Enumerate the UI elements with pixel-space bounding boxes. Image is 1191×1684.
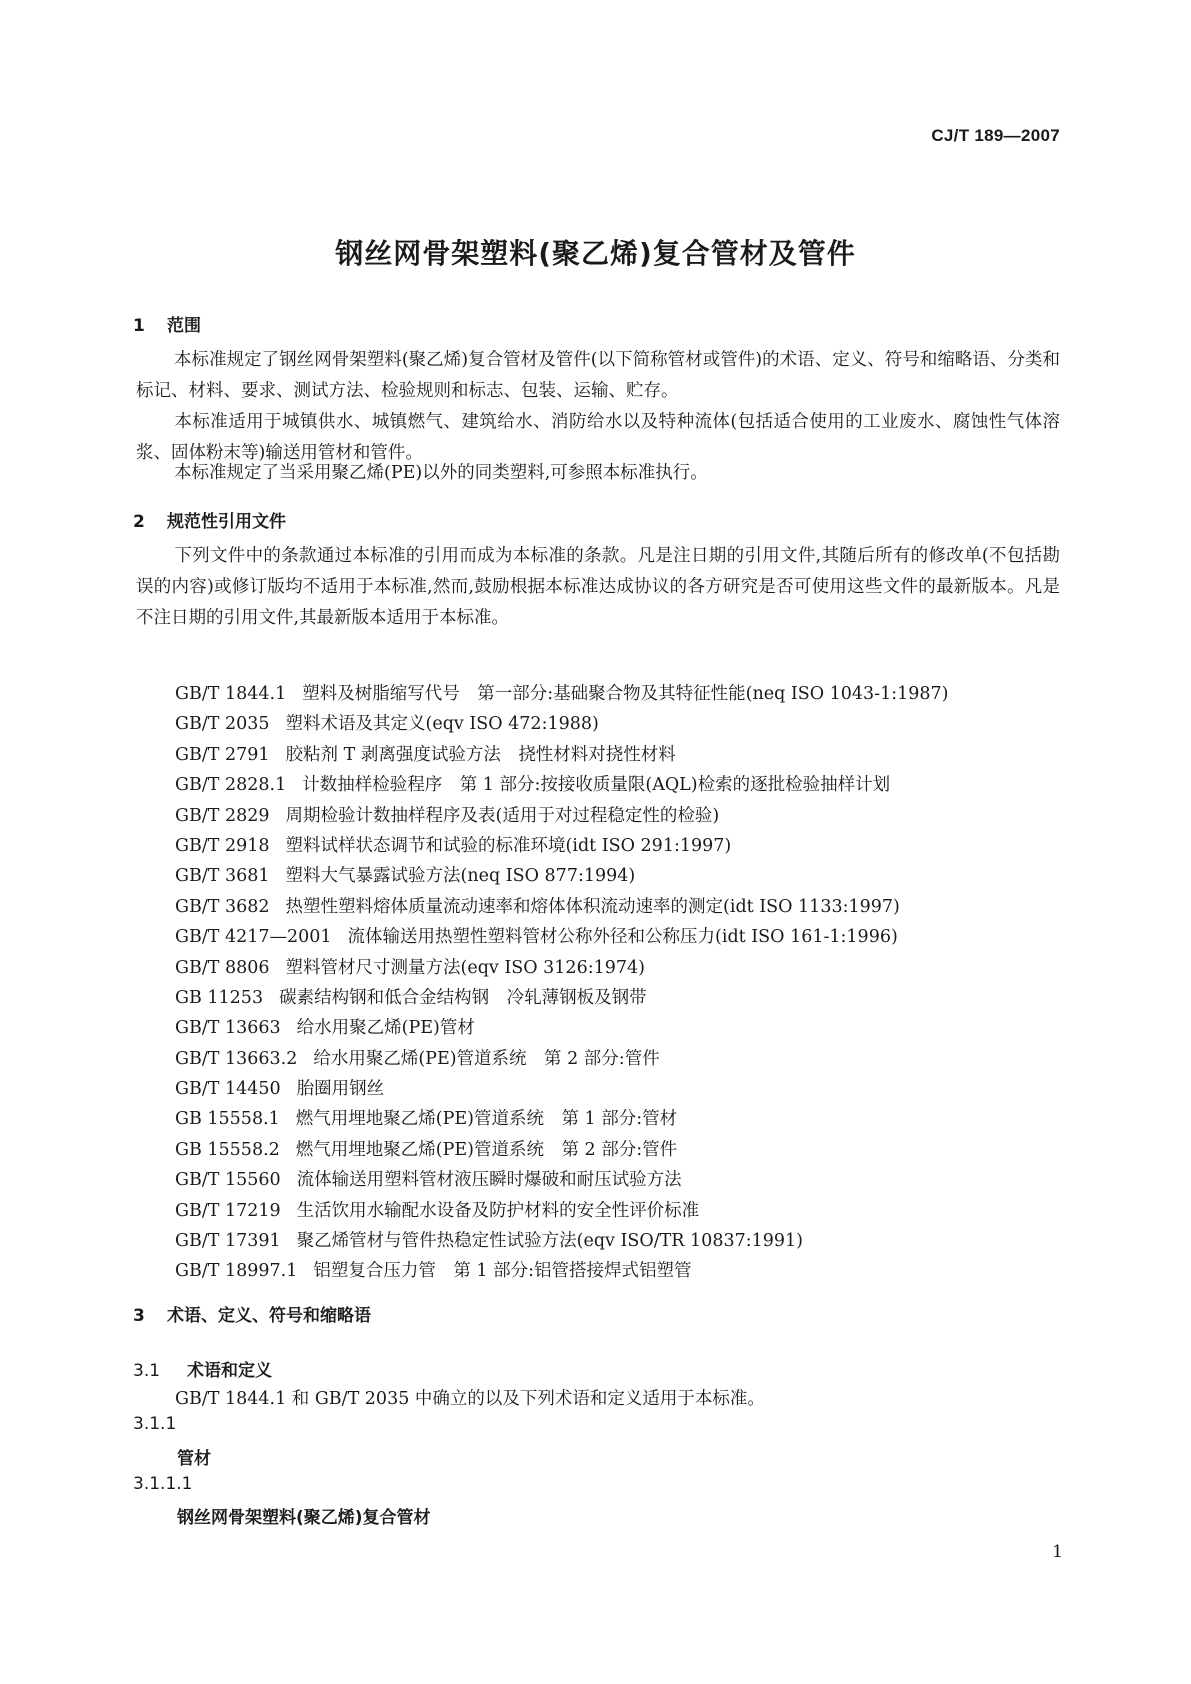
reference-code: GB/T 2918 xyxy=(175,835,270,856)
section-title: 规范性引用文件 xyxy=(167,512,286,532)
reference-item xyxy=(175,1044,1075,1074)
reference-code: GB/T 2035 xyxy=(175,714,270,735)
subsection-title: 术语和定义 xyxy=(187,1361,272,1381)
reference-code: GB/T 18997.1 xyxy=(175,1261,298,1282)
reference-item xyxy=(175,1256,1075,1286)
reference-code: GB/T 2828.1 xyxy=(175,775,287,796)
paragraph-text: 本标准规定了当采用聚乙烯(PE)以外的同类塑料,可参照本标准执行。 xyxy=(174,463,708,483)
reference-title: 燃气用埋地聚乙烯(PE)管道系统 第 1 部分:管材 xyxy=(295,1109,678,1130)
reference-title: 塑料大气暴露试验方法(neq ISO 877:1994) xyxy=(285,866,636,887)
section-number: 1 xyxy=(133,316,145,336)
reference-title: 生活饮用水输配水设备及防护材料的安全性评价标准 xyxy=(296,1200,700,1221)
section-1-heading xyxy=(133,311,201,336)
reference-item xyxy=(175,801,1075,831)
section-title: 术语、定义、符号和缩略语 xyxy=(167,1306,371,1326)
reference-code: GB/T 1844.1 xyxy=(175,684,287,704)
reference-item xyxy=(175,831,1075,861)
reference-item xyxy=(175,1196,1075,1226)
reference-title: 周期检验计数抽样程序及表(适用于对过程稳定性的检验) xyxy=(285,805,720,826)
reference-title: 碳素结构钢和低合金结构钢 冷轧薄钢板及钢带 xyxy=(279,987,647,1008)
reference-title: 铝塑复合压力管 第 1 部分:铝管搭接焊式铝塑管 xyxy=(313,1261,692,1282)
standard-code: CJ/T 189—2007 xyxy=(931,126,1060,145)
reference-code: GB/T 13663 xyxy=(175,1018,281,1039)
reference-title: 塑料管材尺寸测量方法(eqv ISO 3126:1974) xyxy=(285,957,645,978)
reference-item xyxy=(175,892,1075,922)
reference-item xyxy=(175,740,1075,770)
section-3-heading xyxy=(133,1301,371,1326)
page-number: 1 xyxy=(1052,1542,1063,1562)
paragraph-text: 下列文件中的条款通过本标准的引用而成为本标准的条款。凡是注日期的引用文件,其随后所有的修改单(不包括勘误的内容)或修订版均不适用于本标准,然而,鼓励根据本标准达成协议的各方研究是否可使用这些文件的最新版本。凡是不注日期的引用文件,其最新版本适用于本标准。 xyxy=(136,546,1060,628)
reference-item xyxy=(175,1013,1075,1043)
reference-code: GB 15558.2 xyxy=(175,1139,280,1160)
paragraph-text: 本标准适用于城镇供水、城镇燃气、建筑给水、消防给水以及特种流体(包括适合使用的工业废水、腐蚀性气体溶浆、固体粉末等)输送用管材和管件。 xyxy=(136,412,1060,463)
reference-item xyxy=(175,922,1075,952)
reference-code: GB/T 8806 xyxy=(175,957,270,978)
reference-item xyxy=(175,679,1075,709)
reference-list xyxy=(175,679,1075,1287)
section-number: 3 xyxy=(133,1306,145,1326)
section-2-heading xyxy=(133,507,286,532)
subsection-number: 3.1 xyxy=(133,1361,161,1381)
reference-item xyxy=(175,1135,1075,1165)
reference-item xyxy=(175,1226,1075,1256)
reference-code: GB/T 2829 xyxy=(175,805,270,826)
reference-title: 流体输送用热塑性塑料管材公称外径和公称压力(idt ISO 161-1:1996) xyxy=(347,927,898,948)
subsection-3-1-text: GB/T 1844.1 和 GB/T 2035 中确立的以及下列术语和定义适用于本标准。 xyxy=(175,1389,765,1409)
scope-paragraph-3 xyxy=(136,458,1060,489)
clause-3-1-1-1-number: 3.1.1.1 xyxy=(133,1474,193,1494)
normative-references-intro xyxy=(136,541,1060,634)
reference-title: 塑料术语及其定义(eqv ISO 472:1988) xyxy=(285,714,599,735)
reference-code: GB/T 3681 xyxy=(175,866,270,887)
reference-code: GB/T 17219 xyxy=(175,1200,281,1221)
reference-title: 流体输送用塑料管材液压瞬时爆破和耐压试验方法 xyxy=(296,1170,682,1191)
reference-title: 塑料及树脂缩写代号 第一部分:基础聚合物及其特征性能(neq ISO 1043-1:1987) xyxy=(302,684,949,704)
reference-code: GB 11253 xyxy=(175,987,264,1008)
reference-title: 计数抽样检验程序 第 1 部分:按接收质量限(AQL)检索的逐批检验抽样计划 xyxy=(302,775,891,796)
reference-item xyxy=(175,953,1075,983)
reference-title: 胶粘剂 T 剥离强度试验方法 挠性材料对挠性材料 xyxy=(285,744,676,765)
reference-title: 热塑性塑料熔体质量流动速率和熔体体积流动速率的测定(idt ISO 1133:1997) xyxy=(285,896,900,917)
reference-code: GB 15558.1 xyxy=(175,1109,280,1130)
reference-code: GB/T 17391 xyxy=(175,1231,281,1252)
reference-code: GB/T 15560 xyxy=(175,1170,281,1191)
reference-code: GB/T 14450 xyxy=(175,1079,281,1100)
section-number: 2 xyxy=(133,512,145,532)
subsection-3-1-heading xyxy=(133,1356,272,1381)
reference-title: 燃气用埋地聚乙烯(PE)管道系统 第 2 部分:管件 xyxy=(295,1139,678,1160)
paragraph-text: 本标准规定了钢丝网骨架塑料(聚乙烯)复合管材及管件(以下简称管材或管件)的术语、定义、符号和缩略语、分类和标记、材料、要求、测试方法、检验规则和标志、包装、运输、贮存。 xyxy=(136,350,1060,401)
reference-code: GB/T 13663.2 xyxy=(175,1048,298,1069)
reference-title: 塑料试样状态调节和试验的标准环境(idt ISO 291:1997) xyxy=(285,835,732,856)
reference-item xyxy=(175,1104,1075,1134)
reference-title: 给水用聚乙烯(PE)管道系统 第 2 部分:管件 xyxy=(313,1048,660,1069)
section-title: 范围 xyxy=(167,316,201,336)
clause-3-1-1-term: 管材 xyxy=(177,1449,211,1469)
reference-item xyxy=(175,1165,1075,1195)
reference-code: GB/T 2791 xyxy=(175,744,270,765)
document-title: 钢丝网骨架塑料(聚乙烯)复合管材及管件 xyxy=(335,237,856,270)
reference-item xyxy=(175,709,1075,739)
reference-item xyxy=(175,770,1075,800)
clause-3-1-1-1-term: 钢丝网骨架塑料(聚乙烯)复合管材 xyxy=(177,1508,431,1528)
scope-paragraph-1 xyxy=(136,345,1060,407)
reference-item xyxy=(175,1074,1075,1104)
reference-code: GB/T 3682 xyxy=(175,896,270,917)
reference-item xyxy=(175,861,1075,891)
reference-title: 胎圈用钢丝 xyxy=(296,1079,385,1100)
reference-title: 聚乙烯管材与管件热稳定性试验方法(eqv ISO/TR 10837:1991) xyxy=(296,1231,803,1252)
reference-title: 给水用聚乙烯(PE)管材 xyxy=(296,1018,475,1039)
reference-item xyxy=(175,983,1075,1013)
reference-code: GB/T 4217—2001 xyxy=(175,927,332,948)
clause-3-1-1-number: 3.1.1 xyxy=(133,1414,177,1434)
